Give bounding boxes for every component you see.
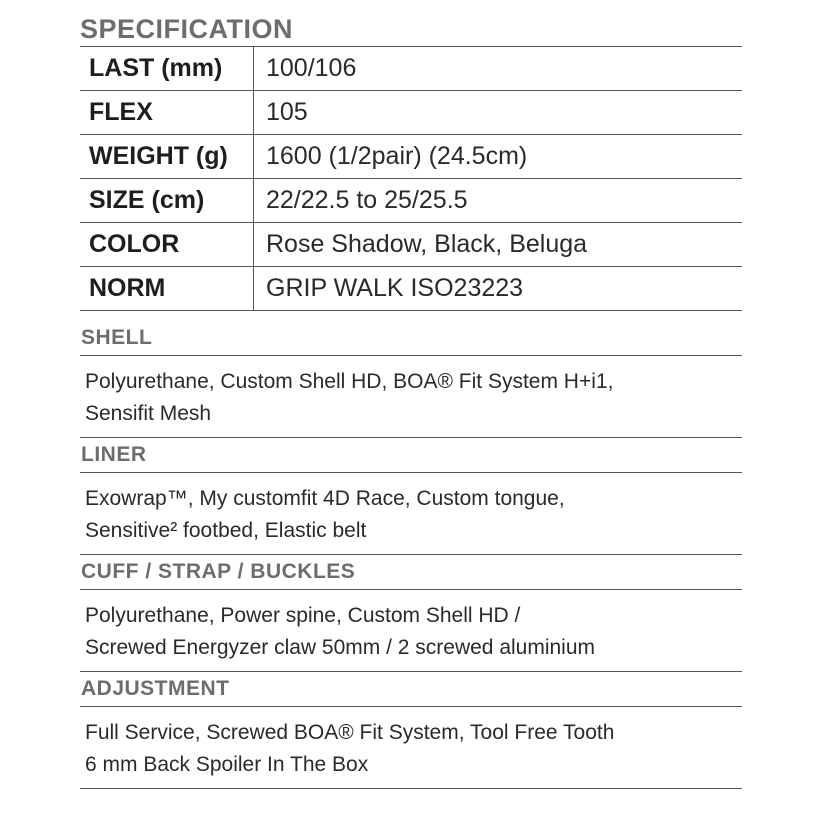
section-line: Sensifit Mesh (85, 402, 212, 425)
section-line: Exowrap™, My customfit 4D Race, Custom tongue, (85, 487, 565, 510)
table-row (80, 91, 742, 135)
spec-key: SIZE (cm) (80, 179, 254, 223)
section-liner (80, 438, 742, 555)
spec-key: COLOR (80, 223, 254, 267)
section-body (80, 356, 742, 438)
section-cuff-strap-buckles (80, 555, 742, 672)
section-line: Sensitive² footbed, Elastic belt (85, 519, 367, 542)
spec-value: Rose Shadow, Black, Beluga (254, 223, 743, 267)
section-title: ADJUSTMENT (80, 672, 742, 707)
table-row (80, 267, 742, 311)
spec-key: NORM (80, 267, 254, 311)
section-shell (80, 321, 742, 438)
section-line: 6 mm Back Spoiler In The Box (85, 753, 369, 776)
specification-table (80, 47, 742, 311)
spec-key: FLEX (80, 91, 254, 135)
spec-value: GRIP WALK ISO23223 (254, 267, 743, 311)
section-body (80, 707, 742, 789)
table-row (80, 47, 742, 91)
section-line: Screwed Energyzer claw 50mm / 2 screwed aluminium (85, 636, 596, 659)
spec-value: 1600 (1/2pair) (24.5cm) (254, 135, 743, 179)
table-row (80, 135, 742, 179)
table-row (80, 223, 742, 267)
section-body (80, 473, 742, 555)
specification-sheet (80, 12, 742, 789)
section-line: Polyurethane, Power spine, Custom Shell HD / (85, 604, 521, 627)
spec-key: WEIGHT (g) (80, 135, 254, 179)
section-body (80, 590, 742, 672)
spec-value: 22/22.5 to 25/25.5 (254, 179, 743, 223)
spec-value: 100/106 (254, 47, 743, 91)
section-title: CUFF / STRAP / BUCKLES (80, 555, 742, 590)
section-line: Polyurethane, Custom Shell HD, BOA® Fit System H+i1, (85, 370, 614, 393)
section-title: SHELL (80, 321, 742, 356)
spec-value: 105 (254, 91, 743, 135)
specification-title: SPECIFICATION (80, 12, 742, 47)
section-line: Full Service, Screwed BOA® Fit System, Tool Free Tooth (85, 721, 615, 744)
spec-key: LAST (mm) (80, 47, 254, 91)
section-adjustment (80, 672, 742, 789)
section-title: LINER (80, 438, 742, 473)
table-row (80, 179, 742, 223)
